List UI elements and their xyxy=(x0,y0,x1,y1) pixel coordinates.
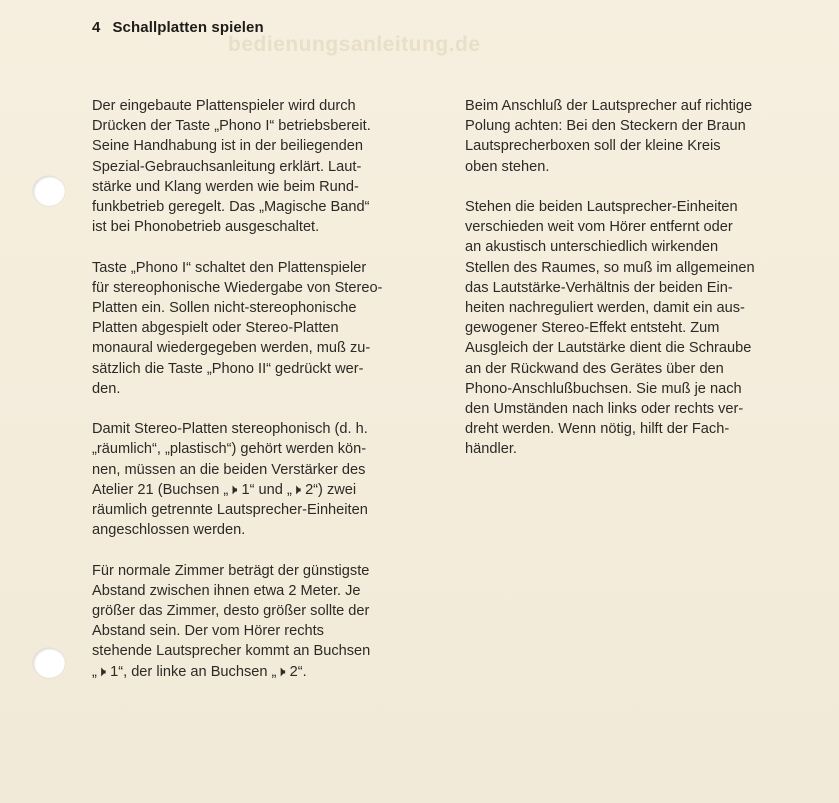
paragraph: Stehen die beiden Lautsprecher-Einheiten verschieden weit vom Hörer entfernt oder an akustisch unterschiedlich wirkenden Stellen des Raumes, so muß im allgemeinen das Lautstärke-Verhältnis der beiden Ein- heiten nachreguliert werden, damit ein aus- gewogener Stereo-Effekt entsteht. Zum Ausgleich der Lautstärke dient die Schraube an der Rückwand des Gerätes über den Phono-Anschlußbuchsen. Sie muß je nach den Umständen nach links oder rechts ver- dreht werden. Wenn nötig, hilft der Fach- händler. xyxy=(465,199,755,458)
watermark: bedienungsanleitung.de xyxy=(228,33,481,56)
left-column xyxy=(92,96,442,702)
binder-hole-top xyxy=(33,176,65,206)
binder-hole-bottom xyxy=(33,648,65,678)
paragraph: Taste „Phono I“ schaltet den Plattenspieler für stereophonische Wiedergabe von Stereo- Platten ein. Sollen nicht-stereophonische Platten abgespielt oder Stereo-Platten monaural wiedergegeben werden, muß zu- sätzlich die Taste „Phono II“ gedrückt wer- den. xyxy=(92,259,383,397)
paragraph: Damit Stereo-Platten stereophonisch (d. h. „räumlich“, „plastisch“) gehört werden kön- nen, müssen an die beiden Verstärker des Atelier 21 (Buchsen „🕨 1“ und „🕨 2“) zwei räumlich getrennte Lautsprecher-Einheiten angeschlossen werden. xyxy=(92,421,368,539)
paragraph: Der eingebaute Plattenspieler wird durch Drücken der Taste „Phono I“ betriebsbereit. Seine Handhabung ist in der beiliegenden Spezial-Gebrauchsanleitung erklärt. Laut- stärke und Klang werden wie beim Rund- funkbetrieb geregelt. Das „Magische Band“ ist bei Phonobetrieb ausgeschaltet. xyxy=(92,98,371,236)
right-column xyxy=(465,96,820,480)
page-number: 4 xyxy=(92,19,101,36)
section-title: Schallplatten spielen xyxy=(112,19,264,36)
paragraph: Beim Anschluß der Lautsprecher auf richtige Polung achten: Bei den Steckern der Braun Lautsprecherboxen soll der kleine Kreis oben stehen. xyxy=(465,98,753,175)
page-header xyxy=(92,19,264,36)
paragraph: Für normale Zimmer beträgt der günstigste Abstand zwischen ihnen etwa 2 Meter. Je größer das Zimmer, desto größer sollte der Abstand sein. Der vom Hörer rechts stehende Lautsprecher kommt an Buchsen „🕨 1“, der linke an Buchsen „🕨 2“. xyxy=(92,562,371,680)
